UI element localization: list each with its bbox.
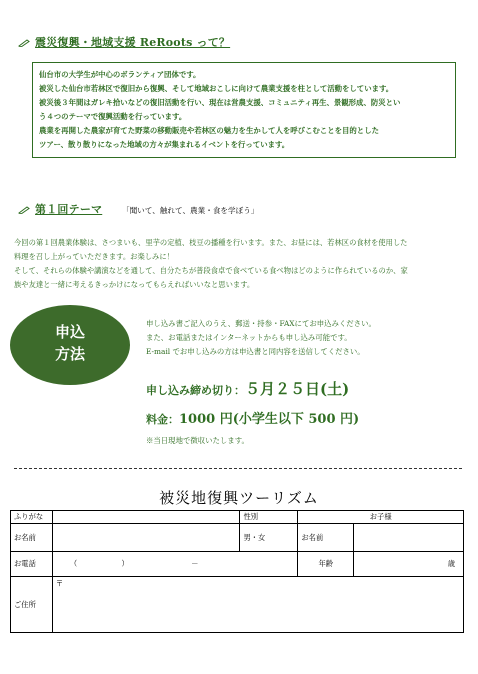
theme-paragraph-line: 料理を召し上がっていただきます。お楽しみに！ bbox=[14, 252, 174, 261]
cut-line-divider bbox=[14, 468, 462, 469]
fee-value: 1000 円(小学生以下 500 円) bbox=[179, 412, 360, 427]
gender-field[interactable]: 男・女 bbox=[240, 524, 298, 552]
address-field[interactable] bbox=[52, 577, 463, 633]
address-label: ご住所 bbox=[11, 577, 53, 633]
intro-line: ツアー、散り散りになった地域の方々が集まれるイベントを行っています。 bbox=[39, 140, 290, 149]
section2-title-text: 第１回テーマ bbox=[35, 203, 103, 216]
intro-line: う４つのテーマで復興活動を行っています。 bbox=[39, 112, 187, 121]
intro-box bbox=[32, 62, 456, 158]
section1-title-text: 震災復興・地域支援 ReRoots って？ bbox=[35, 36, 231, 49]
theme-paragraph-line: 今回の第１回農業体験は、さつまいも、里芋の定植、枝豆の播種を行います。また、お昼には、若林区の食材を使用した bbox=[14, 238, 408, 247]
deadline-value: ５月２５日(土) bbox=[245, 380, 350, 398]
child-name-label: お名前 bbox=[298, 524, 354, 552]
pencil-icon bbox=[18, 206, 30, 214]
theme-paragraph-line: 族や友達と一緒に考えるきっかけになってもらえればいいなと思います。 bbox=[14, 280, 255, 289]
child-label: お子様 bbox=[298, 511, 464, 524]
intro-line: 被災した仙台市若林区で復旧から復興、そして地域おこしに向けて農業支援を柱として活動をしています。 bbox=[39, 84, 394, 93]
postal-mark: 〒 bbox=[55, 579, 64, 588]
badge-line2: 方法 bbox=[54, 345, 85, 363]
theme-text: 「聞いて、触れて、農業・食を学ぼう」 bbox=[122, 206, 259, 215]
fee-note: ※当日現地で徴収いたします。 bbox=[146, 436, 249, 445]
furigana-label: ふりがな bbox=[11, 511, 53, 524]
fee bbox=[146, 408, 359, 427]
pencil-icon bbox=[18, 39, 30, 47]
apply-instruction-line: また、お電話またはインターネットからも申し込み可能です。 bbox=[146, 333, 352, 342]
fee-label: 料金： bbox=[146, 413, 179, 426]
deadline bbox=[146, 378, 349, 399]
apply-instruction-line: E-mail でお申し込みの方は申込書と同内容を送信してください。 bbox=[146, 347, 365, 356]
phone-field[interactable] bbox=[52, 552, 297, 577]
deadline-label: 申し込み締め切り： bbox=[146, 384, 245, 397]
apply-method-badge bbox=[10, 305, 130, 385]
furigana-field[interactable] bbox=[52, 511, 240, 524]
intro-line: 被災後３年間はガレキ拾いなどの復旧活動を行い、現在は営農支援、コミュニティ再生、景観形成、防災とい bbox=[39, 98, 401, 107]
phone-open-paren: （ bbox=[69, 559, 78, 568]
age-unit: 歳 bbox=[447, 559, 455, 568]
theme-paragraph-line: そして、それらの体験や講演などを通して、自分たちが普段食卓で食べている食べ物はどのように作られているのか、家 bbox=[14, 266, 408, 275]
section1-title bbox=[18, 34, 230, 50]
phone-close-paren: ） bbox=[121, 559, 129, 568]
apply-instruction-line: 申し込み書ご記入のうえ、郵送・持参・FAXにてお申込みください。 bbox=[146, 319, 376, 328]
gender-label: 性別 bbox=[240, 511, 298, 524]
badge-line1: 申込 bbox=[54, 323, 85, 341]
phone-dash: － bbox=[191, 559, 199, 568]
application-form bbox=[10, 510, 464, 633]
name-label: お名前 bbox=[11, 524, 53, 552]
intro-line: 農業を再開した農家が育てた野菜の移動販売や若林区の魅力を生かして人を呼びこむことを目的とした bbox=[39, 126, 379, 135]
child-name-field[interactable] bbox=[354, 524, 464, 552]
age-field[interactable] bbox=[354, 552, 464, 577]
phone-label: お電話 bbox=[11, 552, 53, 577]
form-title: 被災地復興ツーリズム bbox=[159, 489, 319, 507]
name-field[interactable] bbox=[52, 524, 240, 552]
age-label: 年齢 bbox=[298, 552, 354, 577]
section2-title bbox=[18, 201, 102, 217]
intro-line: 仙台市の大学生が中心のボランティア団体です。 bbox=[39, 70, 201, 79]
